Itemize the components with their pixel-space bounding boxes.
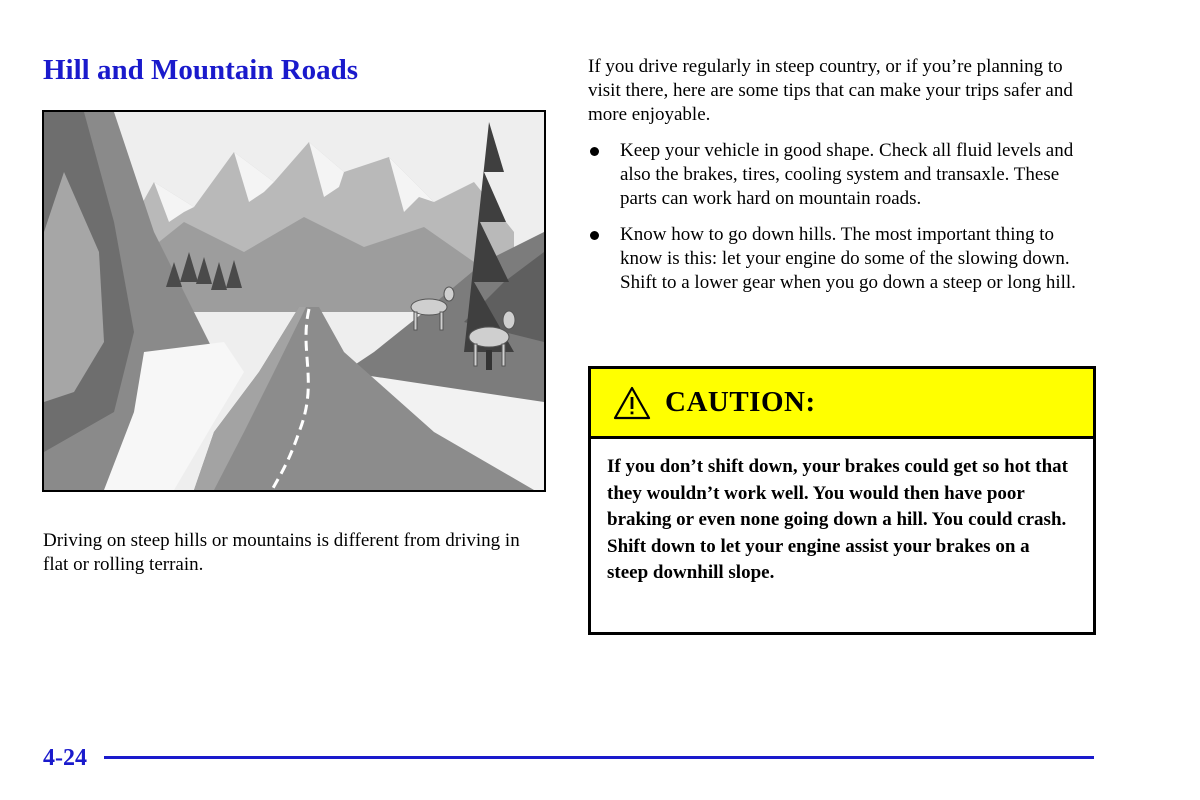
caution-box: [588, 366, 1096, 635]
bullet-icon: [590, 147, 599, 156]
caution-header: [591, 369, 1093, 439]
bullet-icon: [590, 231, 599, 240]
list-item-text: Know how to go down hills. The most important thing to know is this: let your engine do some of the slowing down. Shift to a lower gear when you go down a steep or long hill.: [620, 224, 1076, 293]
tips-list: [588, 139, 1098, 307]
caution-title: CAUTION:: [665, 386, 816, 418]
caution-text: If you don’t shift down, your brakes could get so hot that they wouldn’t work well. You would then have poor braking or even none going down a hill. You could crash. Shift down to let your engine assist your brakes on a steep downhill slope.: [607, 456, 1068, 584]
intro-paragraph-right: If you drive regularly in steep country, or if you’re planning to visit there, here are some tips that can make your trips safer and more enjoyable.: [588, 56, 1073, 125]
intro-paragraph-left: Driving on steep hills or mountains is different from driving in flat or rolling terrain.: [43, 530, 520, 575]
page-number: 4-24: [43, 745, 87, 771]
list-item-text: Keep your vehicle in good shape. Check all fluid levels and also the brakes, tires, cooling system and transaxle. These parts can work hard on mountain roads.: [620, 140, 1074, 209]
footer-rule: [104, 756, 1094, 759]
warning-triangle-icon: [613, 386, 651, 420]
mountain-road-illustration: [42, 110, 546, 492]
list-item: [588, 223, 1098, 295]
page-title: Hill and Mountain Roads: [43, 54, 359, 86]
list-item: [588, 139, 1098, 211]
